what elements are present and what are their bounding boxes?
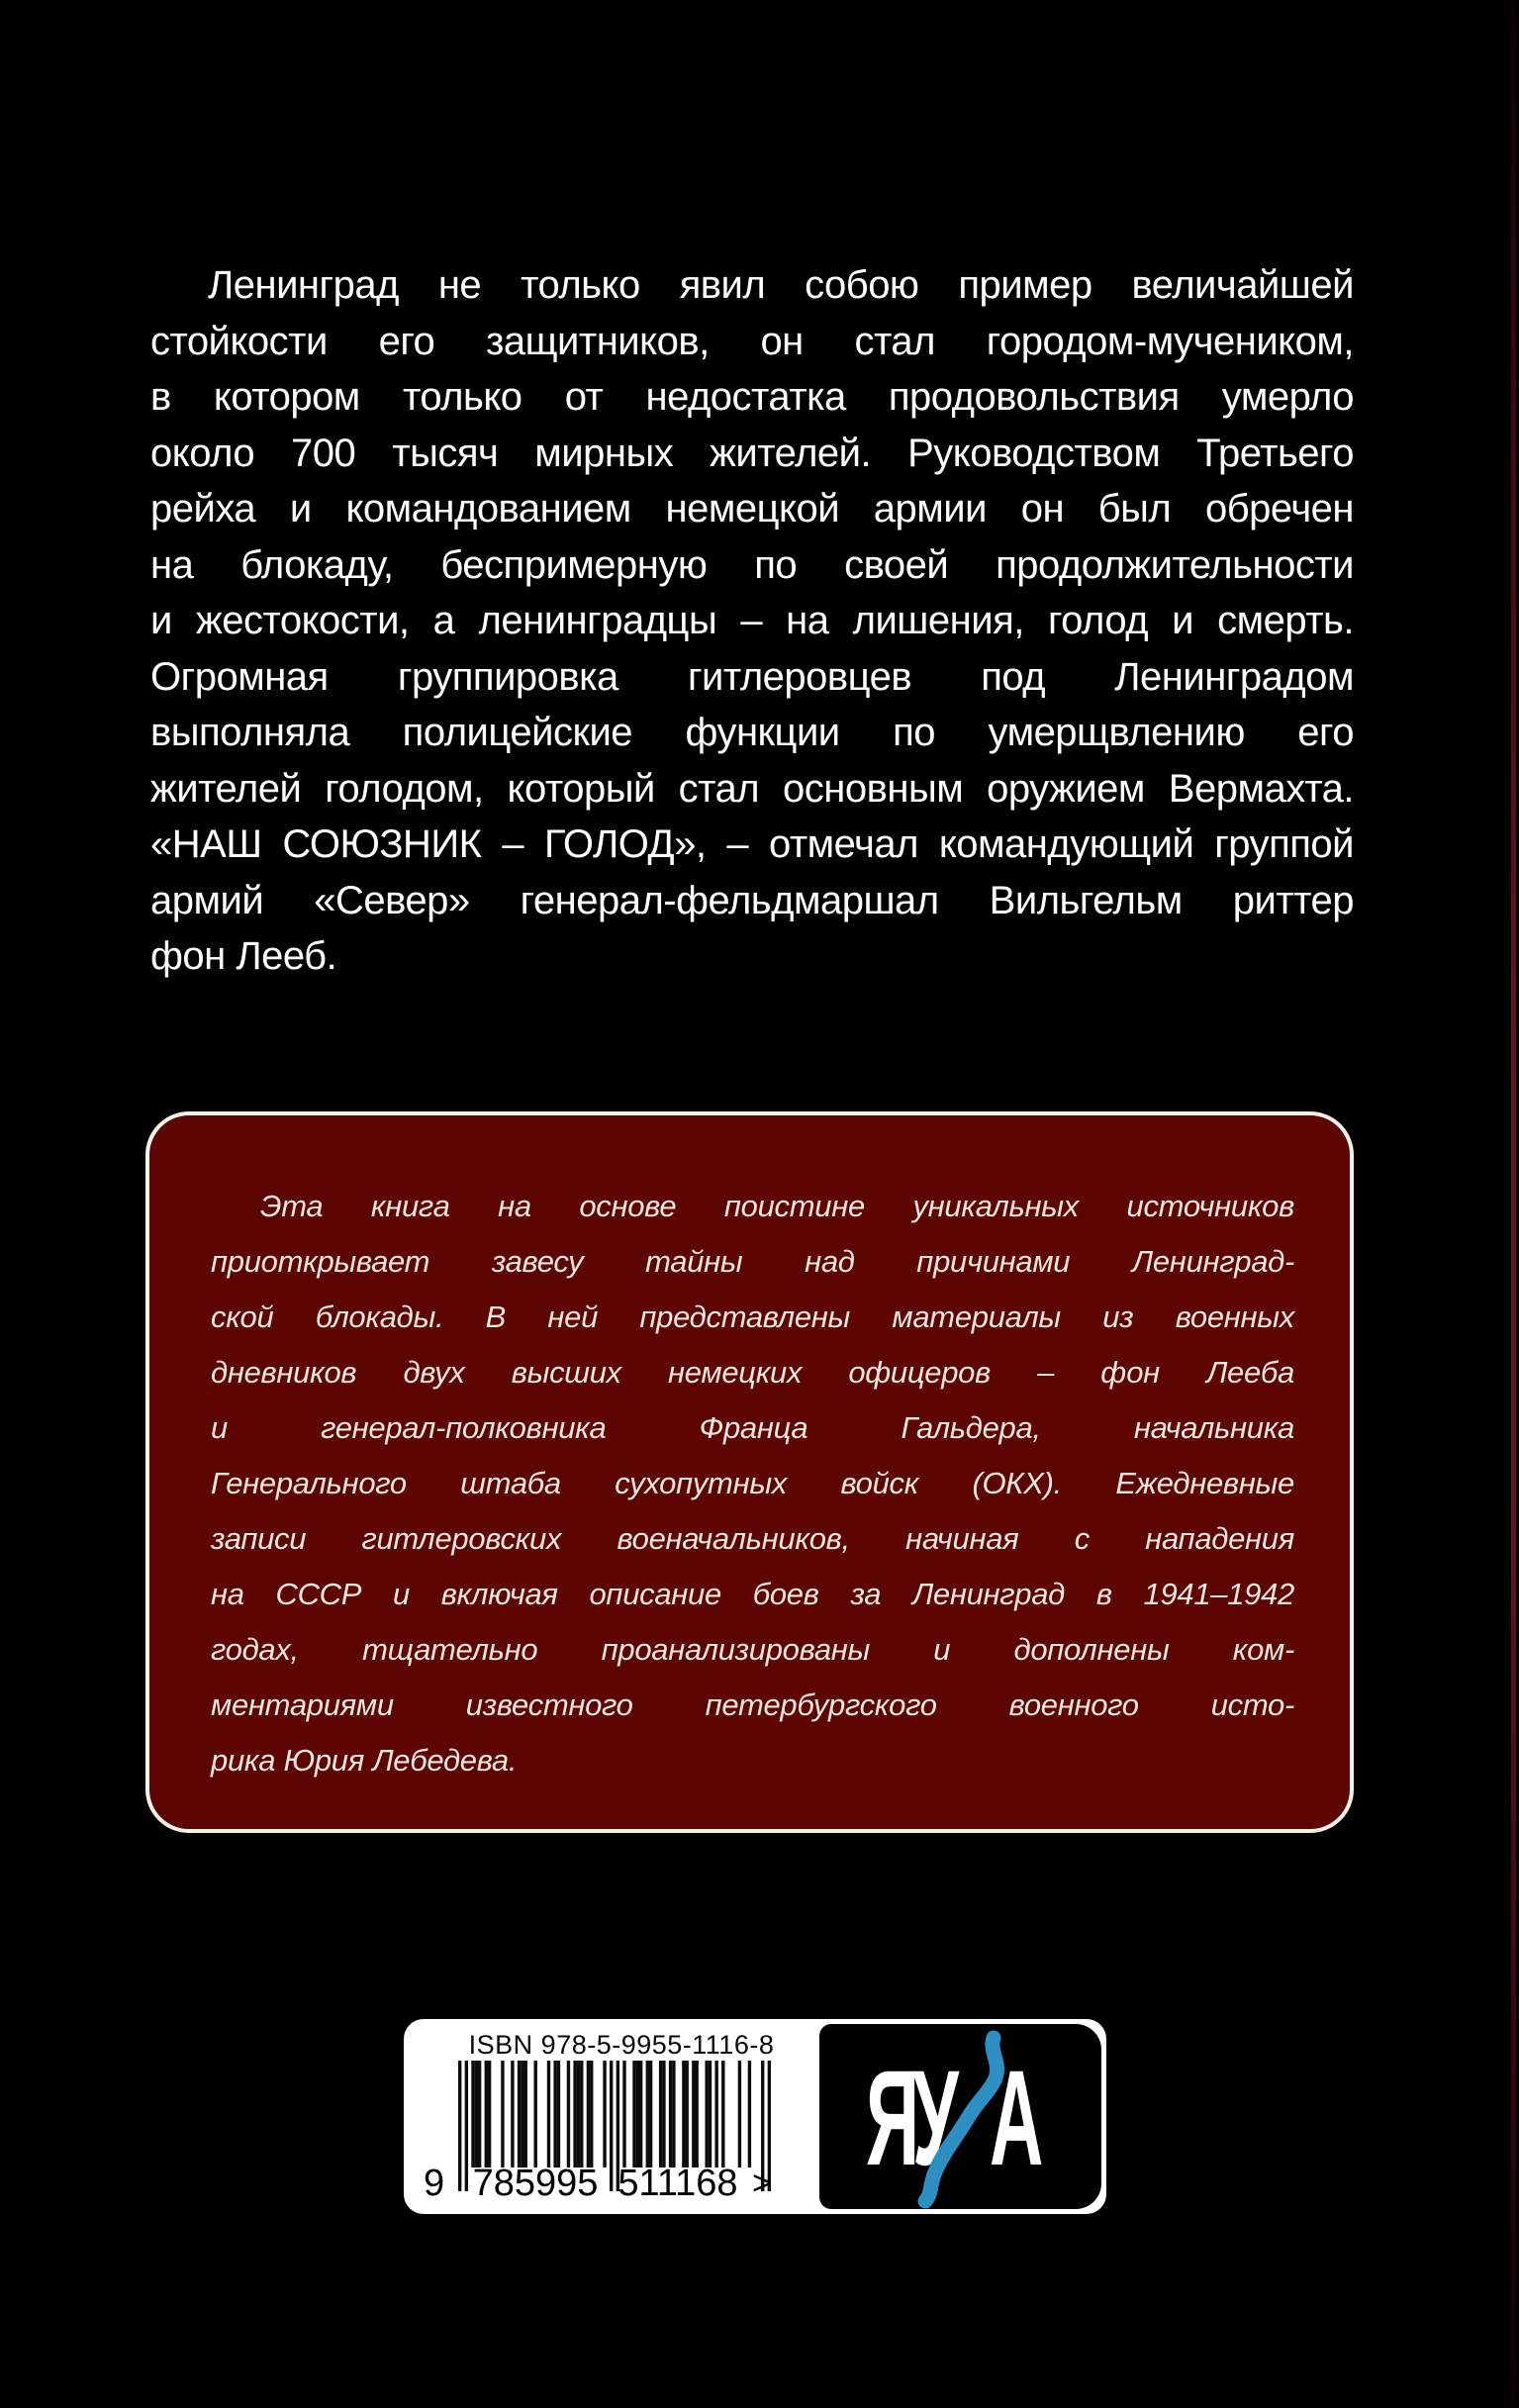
isbn-barcode-label (404, 2019, 1106, 2214)
yauza-publisher-logo (819, 2024, 1101, 2209)
barcode-digit-first: 9 (424, 2163, 445, 2204)
logo-letter-ya: Я (866, 2043, 920, 2194)
logo-letter-u: У (912, 2043, 959, 2194)
publisher-logo-panel (819, 2024, 1101, 2209)
summary-box (145, 1111, 1354, 1833)
barcode-digit-group-2: 511168 (617, 2163, 738, 2204)
summary-paragraph: Эта книга на основе поистине уникальных источников приоткрывает завесу тайны над причинами Ленинград- ской блокады. В ней представлены материалы из военных дневников двух высших немецких офицеров – фон Лееба и генерал-полковника Франца Гальдера, начальника Генерального штаба сухопутных войск (ОКХ). Ежедневные записи гитлеровских военачальников, начиная с нападения на СССР и включая описание боев за Ленинград в 1941–1942 годах, тщательно проанализированы и дополнены ком- ментариями известного петербургского военного исто- рика Юрия Лебедева. (211, 1189, 1294, 1778)
barcode-digit-group-1: 785995 (472, 2163, 599, 2204)
isbn-number: ISBN 978-5-9955-1116-8 (468, 2030, 775, 2060)
front-cover-edge-strip (1511, 0, 1516, 2408)
barcode-quiet-zone-arrow: > (752, 2165, 772, 2202)
logo-letter-a: А (990, 2043, 1044, 2194)
annotation-paragraph: Ленинград не только явил собою пример величайшей стойкости его защитников, он стал городом-мучеником, в котором только от недостатка продовольствия умерло около 700 тысяч мирных жителей. Руководством Третьего рейха и командованием немецкой армии он был обречен на блокаду, беспримерную по своей продолжительности и жестокости, а ленинградцы – на лишения, голод и смерть. Огромная группировка гитлеровцев под Ленинградом выполняла полицейские функции по умерщвлению его жителей голодом, который стал основным оружием Вермахта. «НАШ СОЮЗНИК – ГОЛОД», – отмечал командующий группой армий «Север» генерал-фельдмаршал Вильгельм риттер фон Лееб. (150, 263, 1354, 978)
